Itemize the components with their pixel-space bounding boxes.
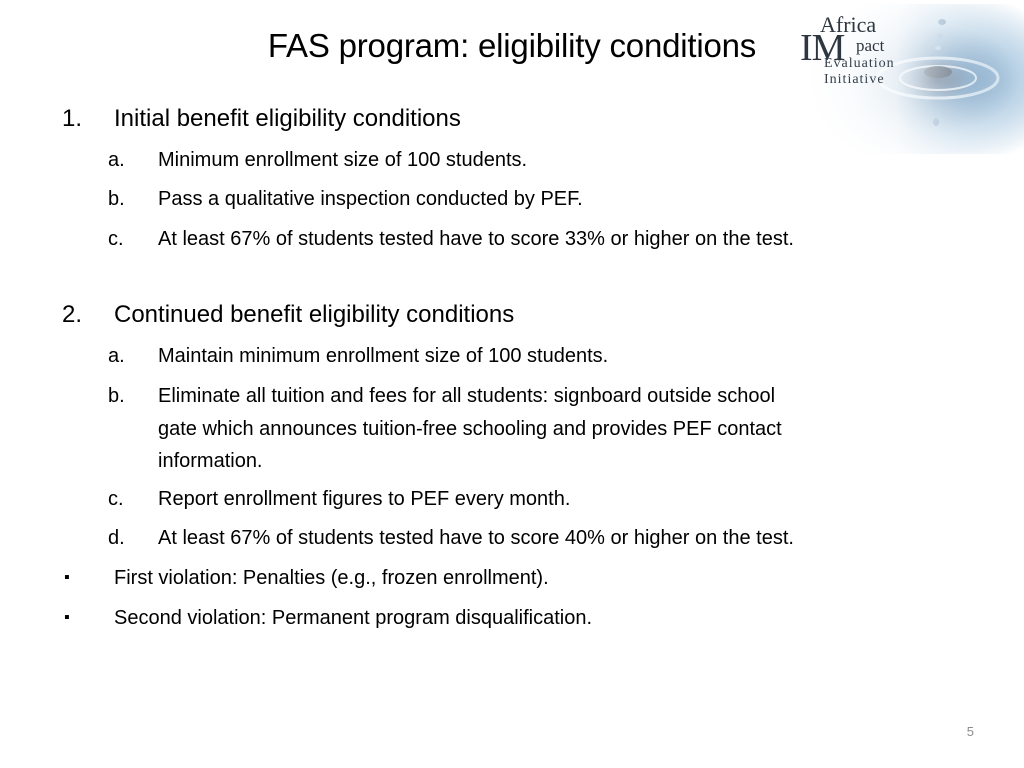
item-letter: a. bbox=[108, 345, 125, 367]
slide-title: FAS program: eligibility conditions bbox=[267, 27, 757, 64]
logo-text-evaluation: Evaluation bbox=[824, 56, 895, 71]
item-letter: b. bbox=[108, 188, 125, 210]
africa-impact-logo bbox=[792, 4, 1024, 154]
item-letter: a. bbox=[108, 149, 125, 171]
bullet-text: Second violation: Permanent program disqualification. bbox=[114, 607, 593, 629]
section-1-number: 1. bbox=[62, 105, 83, 132]
logo-text-africa: Africa bbox=[820, 12, 877, 37]
item-text: Minimum enrollment size of 100 students. bbox=[158, 149, 528, 171]
item-letter: b. bbox=[108, 385, 125, 407]
item-text: At least 67% of students tested have to score 33% or higher on the test. bbox=[158, 228, 794, 250]
item-letter: d. bbox=[108, 527, 125, 549]
item-letter: c. bbox=[108, 488, 124, 510]
page-number: 5 bbox=[966, 724, 974, 739]
item-text: Pass a qualitative inspection conducted by PEF. bbox=[158, 188, 583, 210]
square-bullet-icon: ▪ bbox=[64, 569, 70, 586]
logo-text-im: IM bbox=[800, 27, 845, 69]
section-1-heading: Initial benefit eligibility conditions bbox=[114, 105, 461, 132]
item-letter: c. bbox=[108, 228, 124, 250]
item-text-line-2: gate which announces tuition-free schooling and provides PEF contact bbox=[158, 418, 782, 440]
item-text-line-1: Eliminate all tuition and fees for all students: signboard outside school bbox=[158, 385, 776, 407]
section-2-heading: Continued benefit eligibility conditions bbox=[114, 301, 515, 328]
square-bullet-icon: ▪ bbox=[64, 609, 70, 626]
logo-text-initiative: Initiative bbox=[824, 72, 885, 87]
logo-text-pact: pact bbox=[856, 36, 885, 55]
section-2-number: 2. bbox=[62, 301, 83, 328]
item-text-line-3: information. bbox=[158, 450, 263, 472]
logo-text bbox=[792, 4, 1024, 154]
item-text: Maintain minimum enrollment size of 100 students. bbox=[158, 345, 609, 367]
bullet-text: First violation: Penalties (e.g., frozen enrollment). bbox=[114, 567, 549, 589]
item-text: Report enrollment figures to PEF every month. bbox=[158, 488, 571, 510]
item-text: At least 67% of students tested have to score 40% or higher on the test. bbox=[158, 527, 794, 549]
